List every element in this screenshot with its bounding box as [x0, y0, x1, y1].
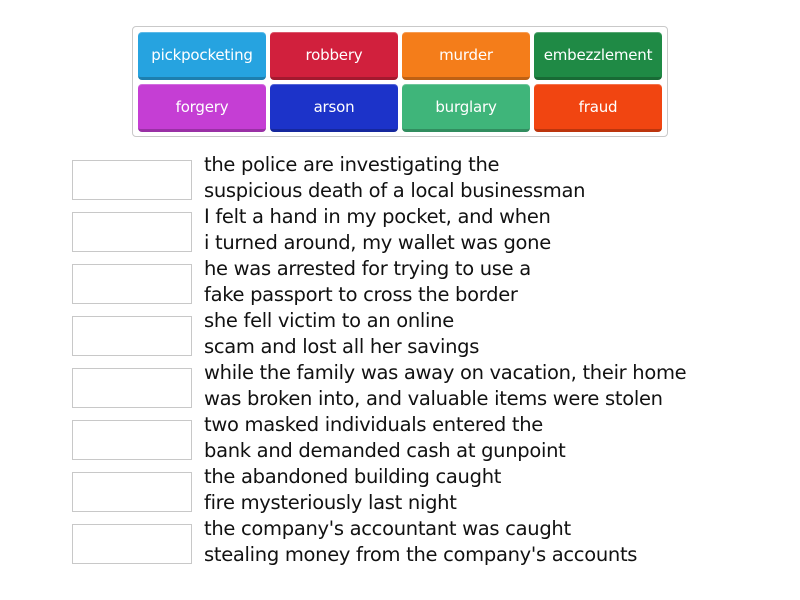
- answer-drop-box[interactable]: [72, 160, 192, 200]
- definition-text: [204, 412, 566, 464]
- definition-line: was broken into, and valuable items were stolen: [204, 387, 663, 410]
- answer-drop-box[interactable]: [72, 524, 192, 564]
- definition-line: two masked individuals entered the: [204, 413, 543, 436]
- definition-text: [204, 360, 686, 412]
- definition-line: the abandoned building caught: [204, 465, 502, 488]
- definition-line: she fell victim to an online: [204, 309, 454, 332]
- definition-text: [204, 464, 501, 516]
- tile-murder[interactable]: murder: [402, 32, 530, 80]
- definition-line: the company's accountant was caught: [204, 517, 571, 540]
- definition-line: fire mysteriously last night: [204, 491, 457, 514]
- definition-line: stealing money from the company's accounts: [204, 543, 638, 566]
- answer-drop-box[interactable]: [72, 316, 192, 356]
- definition-line: bank and demanded cash at gunpoint: [204, 439, 566, 462]
- definition-line: i turned around, my wallet was gone: [204, 231, 551, 254]
- tile-fraud[interactable]: fraud: [534, 84, 662, 132]
- definition-line: I felt a hand in my pocket, and when: [204, 205, 551, 228]
- answer-drop-box[interactable]: [72, 368, 192, 408]
- answer-drop-box[interactable]: [72, 212, 192, 252]
- definition-line: the police are investigating the: [204, 153, 500, 176]
- definition-text: [204, 516, 637, 568]
- tile-burglary[interactable]: burglary: [402, 84, 530, 132]
- definition-text: [204, 204, 551, 256]
- definition-line: scam and lost all her savings: [204, 335, 480, 358]
- tile-robbery[interactable]: robbery: [270, 32, 398, 80]
- definition-line: he was arrested for trying to use a: [204, 257, 531, 280]
- definition-text: [204, 152, 585, 204]
- answer-tile-bank: [132, 26, 668, 137]
- answer-drop-box[interactable]: [72, 420, 192, 460]
- definition-line: while the family was away on vacation, their home: [204, 361, 687, 384]
- tile-arson[interactable]: arson: [270, 84, 398, 132]
- definition-text: [204, 308, 479, 360]
- tile-forgery[interactable]: forgery: [138, 84, 266, 132]
- definition-line: fake passport to cross the border: [204, 283, 518, 306]
- definition-text: [204, 256, 531, 308]
- tile-pickpocketing[interactable]: pickpocketing: [138, 32, 266, 80]
- tile-embezzlement[interactable]: embezzlement: [534, 32, 662, 80]
- answer-drop-box[interactable]: [72, 472, 192, 512]
- answer-drop-box[interactable]: [72, 264, 192, 304]
- definition-line: suspicious death of a local businessman: [204, 179, 586, 202]
